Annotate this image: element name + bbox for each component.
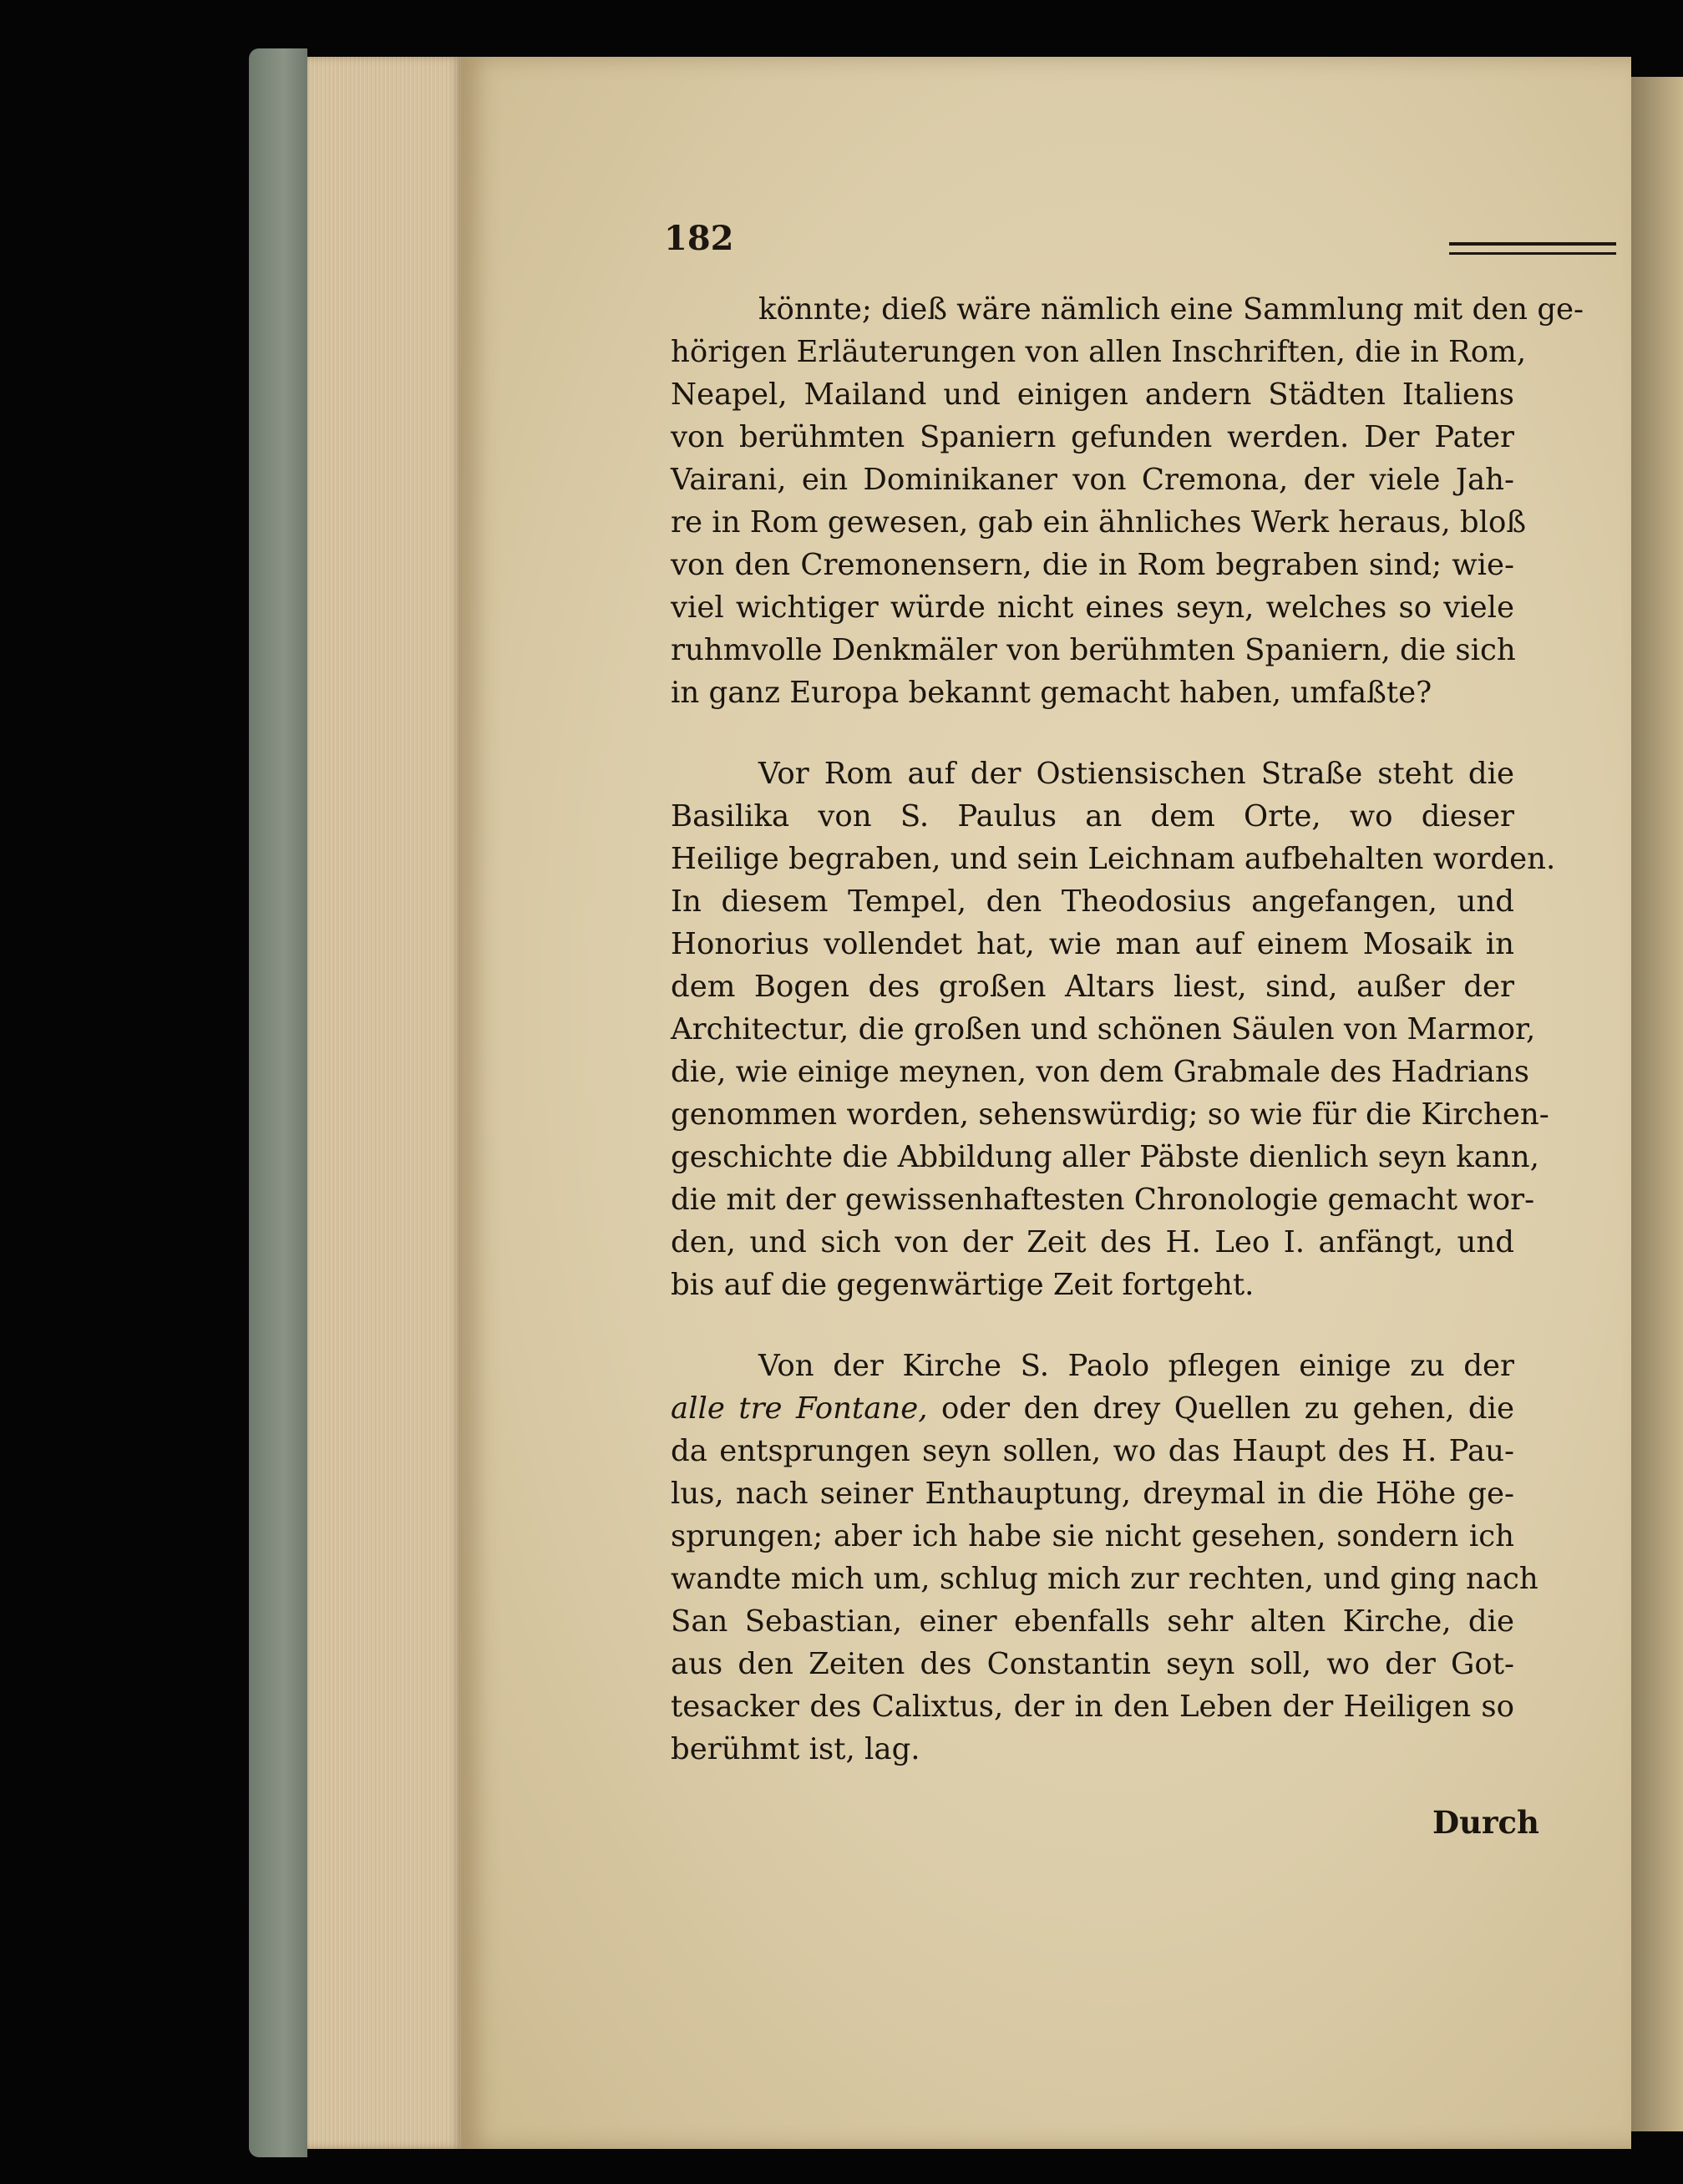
text-line: tesacker des Calixtus, der in den Leben der Heiligen so	[671, 1690, 1514, 1724]
page-header	[455, 219, 1533, 269]
text-line: in ganz Europa bekannt gemacht haben, umfaßte?	[671, 676, 1432, 710]
text-line: hörigen Erläuterungen von allen Inschriften, die in Rom,	[671, 335, 1527, 369]
paragraph-1	[671, 288, 1584, 714]
text-line: berühmt ist, lag.	[671, 1732, 920, 1766]
text-line: re in Rom gewesen, gab ein ähnliches Werk heraus, bloß	[671, 505, 1527, 540]
text-line: bis auf die gegenwärtige Zeit fortgeht.	[671, 1268, 1255, 1302]
text-line: Heilige begraben, und sein Leichnam aufbehalten worden.	[671, 842, 1556, 876]
book-cover-edge	[249, 48, 307, 2157]
text-line: lus, nach seiner Enthauptung, dreymal in die Höhe ge-	[671, 1477, 1514, 1511]
paragraph-3	[671, 1345, 1539, 1771]
facing-page-edge	[1631, 77, 1683, 2131]
paragraph-2	[671, 752, 1556, 1306]
text-line: wandte mich um, schlug mich zur rechten, und ging nach	[671, 1562, 1539, 1596]
text-line: da entsprungen seyn sollen, wo das Haupt des H. Pau-	[671, 1434, 1514, 1468]
text-line: von berühmten Spaniern gefunden werden. Der Pater	[671, 420, 1514, 454]
text-line: von den Cremonensern, die in Rom begraben sind; wie-	[671, 548, 1514, 582]
text-line: sprungen; aber ich habe sie nicht gesehen, sondern ich	[671, 1519, 1514, 1553]
text-line-rest: oder den drey Quellen zu gehen, die	[927, 1391, 1515, 1426]
text-line: viel wichtiger würde nicht eines seyn, welches so viele	[671, 590, 1514, 625]
text-line: In diesem Tempel, den Theodosius angefangen, und	[671, 884, 1514, 919]
header-rule	[1449, 242, 1616, 255]
text-line: die mit der gewissenhaftesten Chronologie gemacht wor-	[671, 1183, 1535, 1217]
italic-phrase: alle tre Fontane,	[671, 1391, 928, 1426]
text-line: Vor Rom auf der Ostiensischen Straße steht die	[758, 757, 1514, 791]
paragraph-gap	[671, 1306, 1514, 1345]
paragraph-gap	[671, 714, 1514, 752]
text-line: den, und sich von der Zeit des H. Leo I. anfängt, und	[671, 1225, 1514, 1259]
text-line: Von der Kirche S. Paolo pflegen einige zu der	[758, 1349, 1514, 1383]
text-line: die, wie einige meynen, von dem Grabmale des Hadrians	[671, 1055, 1529, 1089]
page-text	[671, 288, 1584, 1771]
text-line: genommen worden, sehenswürdig; so wie für die Kirchen-	[671, 1097, 1549, 1132]
text-line: dem Bogen des großen Altars liest, sind, außer der	[671, 970, 1514, 1004]
page-number: 182	[664, 219, 734, 258]
text-line: Architectur, die großen und schönen Säulen von Marmor,	[671, 1012, 1536, 1046]
text-line	[671, 1387, 1514, 1430]
text-line: Vairani, ein Dominikaner von Cremona, der viele Jah-	[671, 463, 1514, 497]
text-line: könnte; dieß wäre nämlich eine Sammlung mit den ge-	[758, 292, 1584, 327]
text-line: Neapel, Mailand und einigen andern Städten Italiens	[671, 378, 1514, 412]
page-edges	[307, 57, 462, 2149]
text-line: San Sebastian, einer ebenfalls sehr alten Kirche, die	[671, 1604, 1514, 1639]
text-line: Honorius vollendet hat, wie man auf einem Mosaik in	[671, 927, 1514, 961]
text-line: geschichte die Abbildung aller Päbste dienlich seyn kann,	[671, 1140, 1539, 1174]
text-line: ruhmvolle Denkmäler von berühmten Spaniern, die sich	[671, 633, 1516, 667]
text-line: aus den Zeiten des Constantin seyn soll, wo der Got-	[671, 1647, 1514, 1681]
catchword: Durch	[1432, 1804, 1539, 1841]
text-line: Basilika von S. Paulus an dem Orte, wo dieser	[671, 799, 1514, 834]
